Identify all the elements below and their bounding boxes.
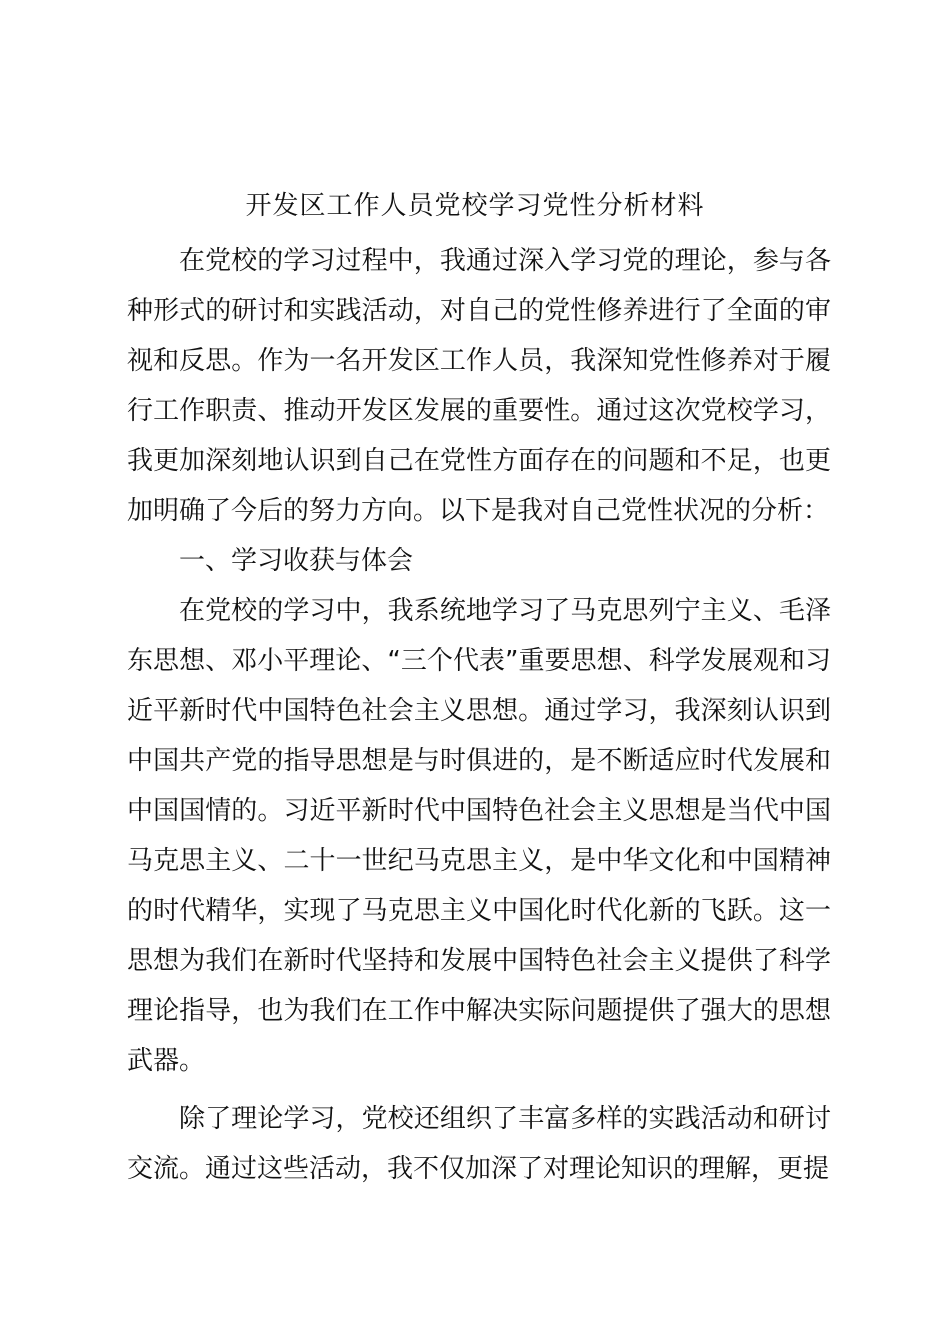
paragraph-practice: 除了理论学习，党校还组织了丰富多样的实践活动和研讨交流。通过这些活动，我不仅加深了对理论知识的理解，更提 [127,1104,831,1184]
document-body [127,236,831,1194]
document-title: 开发区工作人员党校学习党性分析材料 [245,191,705,221]
section-heading-1: 一、学习收获与体会 [179,546,414,576]
paragraph-learning: 在党校的学习中，我系统地学习了马克思列宁主义、毛泽东思想、邓小平理论、“三个代表”重要思想、科学发展观和习近平新时代中国特色社会主义思想。通过学习，我深刻认识到中国共产党的指导思想是与时俱进的，是不断适应时代发展和中国国情的。习近平新时代中国特色社会主义思想是当代中国马克思主义、二十一世纪马克思主义，是中华文化和中国精神的时代精华，实现了马克思主义中国化时代化新的飞跃。这一思想为我们在新时代坚持和发展中国特色社会主义提供了科学理论指导，也为我们在工作中解决实际问题提供了强大的思想武器。 [127,596,831,1076]
paragraph-intro: 在党校的学习过程中，我通过深入学习党的理论，参与各种形式的研讨和实践活动，对自己的党性修养进行了全面的审视和反思。作为一名开发区工作人员，我深知党性修养对于履行工作职责、推动开发区发展的重要性。通过这次党校学习，我更加深刻地认识到自己在党性方面存在的问题和不足，也更加明确了今后的努力方向。以下是我对自己党性状况的分析： [127,246,831,526]
